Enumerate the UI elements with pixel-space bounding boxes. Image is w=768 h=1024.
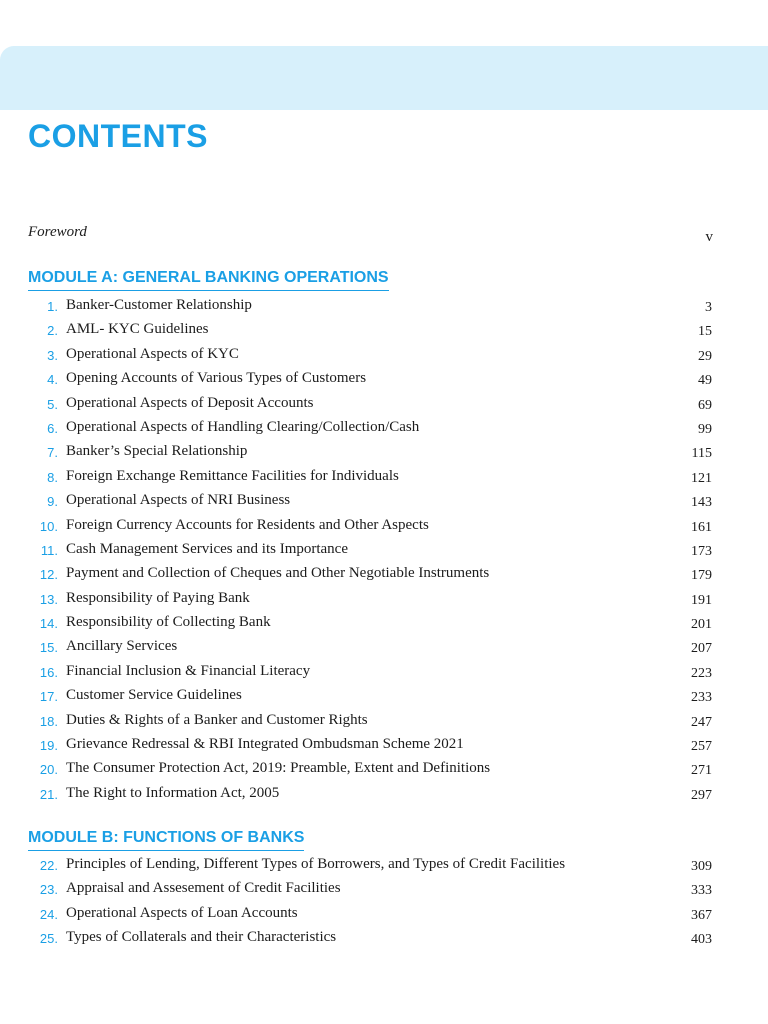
toc-entry[interactable]: [0, 590, 768, 614]
toc-entry[interactable]: [0, 785, 768, 809]
chapter-number: 17.: [39, 689, 58, 705]
module-a-chapter-list: [0, 297, 768, 809]
chapter-title: Financial Inclusion & Financial Literacy: [66, 662, 311, 679]
chapter-number: 11.: [40, 542, 58, 558]
chapter-page: 207: [691, 641, 712, 657]
chapter-page: 257: [691, 739, 712, 755]
chapter-number: 6.: [47, 420, 58, 436]
chapter-page: 179: [691, 568, 712, 584]
chapter-title: Operational Aspects of Handling Clearing/Collection/Cash: [66, 418, 420, 435]
chapter-number: 15.: [39, 640, 58, 656]
chapter-number: 18.: [39, 713, 58, 729]
toc-entry[interactable]: [0, 443, 768, 467]
toc-entry[interactable]: [0, 517, 768, 541]
chapter-number: 20.: [39, 762, 58, 778]
chapter-page: 161: [691, 519, 712, 535]
chapter-number: 1.: [47, 299, 58, 314]
chapter-title: AML- KYC Guidelines: [66, 321, 209, 338]
chapter-page: 29: [698, 348, 712, 364]
chapter-page: 247: [691, 714, 712, 730]
chapter-number: 21.: [39, 786, 58, 802]
toc-entry[interactable]: [0, 419, 768, 443]
chapter-title: Foreign Exchange Remittance Facilities for Individuals: [66, 467, 399, 484]
chapter-number: 8.: [47, 469, 58, 485]
foreword-label: Foreword: [28, 224, 87, 240]
toc-entry[interactable]: [0, 541, 768, 565]
chapter-number: 2.: [47, 323, 58, 339]
chapter-page: 143: [691, 495, 712, 511]
toc-entry[interactable]: [0, 880, 768, 904]
toc-entry[interactable]: [0, 614, 768, 638]
chapter-page: 297: [691, 787, 712, 803]
chapter-number: 7.: [47, 445, 58, 461]
chapter-title: The Right to Information Act, 2005: [66, 784, 280, 801]
toc-entry[interactable]: [0, 905, 768, 929]
chapter-title: Grievance Redressal & RBI Integrated Ombudsman Scheme 2021: [66, 736, 464, 753]
chapter-number: 23.: [39, 882, 58, 898]
page-title: CONTENTS: [28, 118, 208, 154]
chapter-title: Banker-Customer Relationship: [66, 297, 252, 313]
foreword-entry[interactable]: [28, 224, 718, 246]
chapter-title: Payment and Collection of Cheques and Other Negotiable Instruments: [66, 565, 490, 582]
toc-entry[interactable]: [0, 687, 768, 711]
chapter-page: 15: [698, 324, 712, 340]
chapter-number: 10.: [39, 518, 58, 534]
toc-entry[interactable]: [0, 395, 768, 419]
chapter-number: 13.: [39, 591, 58, 607]
toc-entry[interactable]: [0, 346, 768, 370]
chapter-page: 49: [698, 373, 712, 389]
module-b-chapter-list: [0, 856, 768, 954]
chapter-page: 233: [691, 690, 712, 706]
toc-entry[interactable]: [0, 492, 768, 516]
chapter-page: 403: [691, 932, 712, 948]
chapter-number: 9.: [47, 494, 58, 510]
chapter-number: 22.: [39, 858, 58, 873]
chapter-page: 223: [691, 665, 712, 681]
chapter-title: Operational Aspects of KYC: [66, 345, 239, 362]
toc-entry[interactable]: [0, 468, 768, 492]
toc-entry[interactable]: [0, 321, 768, 345]
chapter-number: 19.: [39, 738, 58, 754]
toc-entry[interactable]: [0, 736, 768, 760]
toc-entry[interactable]: [0, 638, 768, 662]
chapter-title: Responsibility of Paying Bank: [66, 589, 250, 606]
chapter-title: Cash Management Services and its Importance: [66, 540, 348, 557]
chapter-title: Responsibility of Collecting Bank: [66, 614, 271, 631]
chapter-number: 24.: [39, 906, 58, 922]
chapter-title: Operational Aspects of Loan Accounts: [66, 904, 298, 921]
chapter-title: Foreign Currency Accounts for Residents and Other Aspects: [66, 516, 429, 533]
toc-entry[interactable]: [0, 565, 768, 589]
toc-entry[interactable]: [0, 856, 768, 880]
toc-entry[interactable]: [0, 760, 768, 784]
chapter-page: 3: [705, 300, 712, 315]
chapter-title: Customer Service Guidelines: [66, 687, 242, 704]
chapter-page: 173: [691, 543, 712, 559]
chapter-page: 115: [691, 446, 712, 462]
chapter-title: Duties & Rights of a Banker and Customer Rights: [66, 711, 368, 728]
toc-entry[interactable]: [0, 663, 768, 687]
chapter-title: Appraisal and Assesement of Credit Facilities: [66, 880, 341, 897]
toc-entry[interactable]: [0, 712, 768, 736]
chapter-page: 69: [698, 397, 712, 413]
chapter-title: Banker’s Special Relationship: [66, 443, 248, 460]
chapter-number: 14.: [39, 616, 58, 632]
chapter-page: 121: [691, 470, 712, 486]
toc-entry[interactable]: [0, 297, 768, 321]
chapter-page: 333: [691, 883, 712, 899]
chapter-number: 12.: [39, 567, 58, 583]
chapter-title: Operational Aspects of Deposit Accounts: [66, 394, 314, 411]
chapter-title: Principles of Lending, Different Types of Borrowers, and Types of Credit Facilities: [66, 856, 566, 872]
chapter-title: Ancillary Services: [66, 638, 178, 655]
chapter-page: 191: [691, 592, 712, 608]
chapter-number: 25.: [39, 931, 58, 947]
header-band: [0, 46, 768, 110]
chapter-page: 367: [691, 907, 712, 923]
chapter-page: 99: [698, 421, 712, 437]
chapter-number: 16.: [39, 664, 58, 680]
chapter-page: 271: [691, 763, 712, 779]
chapter-page: 201: [691, 617, 712, 633]
chapter-page: 309: [691, 859, 712, 874]
toc-entry[interactable]: [0, 370, 768, 394]
module-a-heading: MODULE A: GENERAL BANKING OPERATIONS: [28, 269, 389, 291]
chapter-number: 4.: [47, 372, 58, 388]
chapter-title: Operational Aspects of NRI Business: [66, 492, 291, 509]
chapter-number: 3.: [47, 347, 58, 363]
chapter-title: Types of Collaterals and their Characteristics: [66, 929, 337, 946]
chapter-number: 5.: [47, 396, 58, 412]
chapter-title: Opening Accounts of Various Types of Customers: [66, 370, 367, 387]
foreword-page: v: [705, 229, 713, 245]
chapter-title: The Consumer Protection Act, 2019: Preamble, Extent and Definitions: [66, 760, 491, 777]
toc-entry[interactable]: [0, 929, 768, 953]
module-b-heading: MODULE B: FUNCTIONS OF BANKS: [28, 829, 304, 851]
